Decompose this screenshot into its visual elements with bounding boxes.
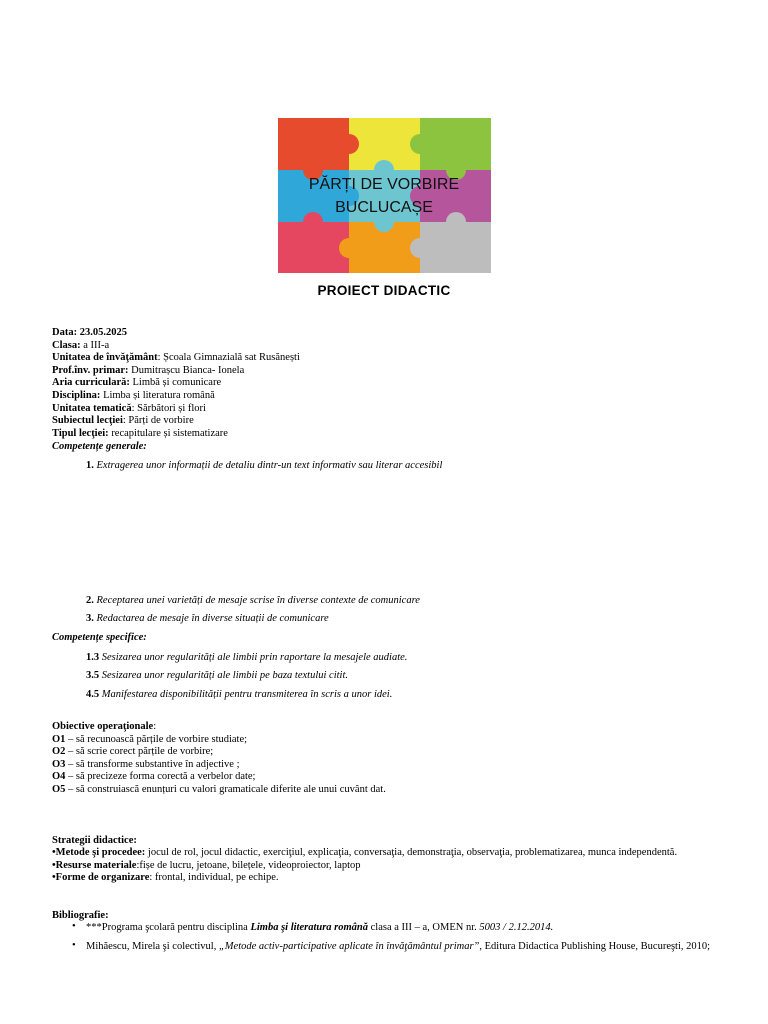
bibliografie-item-1: ***Programa şcolară pentru disciplina Limba şi literatura română clasa a III – a, OMEN nr. 5003 / 2.12.2014. <box>86 922 554 933</box>
cover-image <box>278 118 491 273</box>
image-title-line2: BUCLUCAȘE <box>335 199 433 216</box>
puzzle-illustration <box>278 118 491 273</box>
info-tipul: Tipul lecţiei: recapitulare și sistematizare <box>52 428 228 439</box>
info-clasa: Clasa: a III-a <box>52 340 110 351</box>
strategii-heading: Strategii didactice: <box>52 835 137 846</box>
competenta-specifica-2: 3.5 Sesizarea unor regularități ale limbii pe baza textului citit. <box>86 670 348 681</box>
obiectiv-o2: O2 – să scrie corect părțile de vorbire; <box>52 746 214 757</box>
bullet-icon: • <box>72 940 76 951</box>
competente-generale-heading: Competențe generale: <box>52 441 147 452</box>
competenta-generala-3: 3. Redactarea de mesaje în diverse situații de comunicare <box>86 613 329 624</box>
obiective-heading: Obiective operaţionale: <box>52 721 157 732</box>
strategii-resurse: •Resurse materiale:fișe de lucru, jetoane, bilețele, videoproiector, laptop <box>52 860 361 871</box>
obiectiv-o5: O5 – să construiască enunțuri cu valori gramaticale diferite ale unui cuvânt dat. <box>52 784 386 795</box>
info-profesor: Prof.înv. primar: Dumitrașcu Bianca- Ionela <box>52 365 245 376</box>
competente-specifice-heading: Competențe specifice: <box>52 632 147 643</box>
info-unitatea-tematica: Unitatea tematică: Sărbători și flori <box>52 403 206 414</box>
competenta-generala-2: 2. Receptarea unei varietăți de mesaje scrise în diverse contexte de comunicare <box>86 595 420 606</box>
obiectiv-o4: O4 – să precizeze forma corectă a verbelor date; <box>52 771 256 782</box>
info-subiect: Subiectul lecţiei: Părți de vorbire <box>52 415 194 426</box>
bibliografie-heading: Bibliografie: <box>52 910 109 921</box>
info-data: Data: 23.05.2025 <box>52 327 127 338</box>
bibliografie-item-2: Mihăescu, Mirela şi colectivul, „Metode activ-participative aplicate în învăţământul primar”, Editura Didactica Publishing House, Bucureşti, 2010; <box>86 941 711 952</box>
competenta-generala-1: 1. Extragerea unor informații de detaliu dintr-un text informativ sau literar accesibil <box>86 460 443 471</box>
info-disciplina: Disciplina: Limba și literatura română <box>52 390 215 401</box>
competenta-specifica-3: 4.5 Manifestarea disponibilității pentru transmiterea în scris a unor idei. <box>86 689 393 700</box>
page-title: PROIECT DIDACTIC <box>317 283 451 298</box>
bullet-icon: • <box>72 921 76 932</box>
strategii-metode: •Metode şi procedee: jocul de rol, jocul didactic, exerciţiul, explicaţia, conversaţia, demonstraţia, observaţia, problematizarea, munca independentă. <box>52 847 678 858</box>
obiectiv-o1: O1 – să recunoască părțile de vorbire studiate; <box>52 734 248 745</box>
strategii-forme: •Forme de organizare: frontal, individual, pe echipe. <box>52 872 279 883</box>
competenta-specifica-1: 1.3 Sesizarea unor regularități ale limbii prin raportare la mesajele audiate. <box>86 652 408 663</box>
info-unitatea: Unitatea de învăţământ: Școala Gimnazială sat Rusănești <box>52 352 300 363</box>
obiectiv-o3: O3 – să transforme substantive în adjective ; <box>52 759 240 770</box>
image-title-line1: PĂRȚI DE VORBIRE <box>308 176 460 193</box>
info-aria: Aria curriculară: Limbă și comunicare <box>52 377 222 388</box>
